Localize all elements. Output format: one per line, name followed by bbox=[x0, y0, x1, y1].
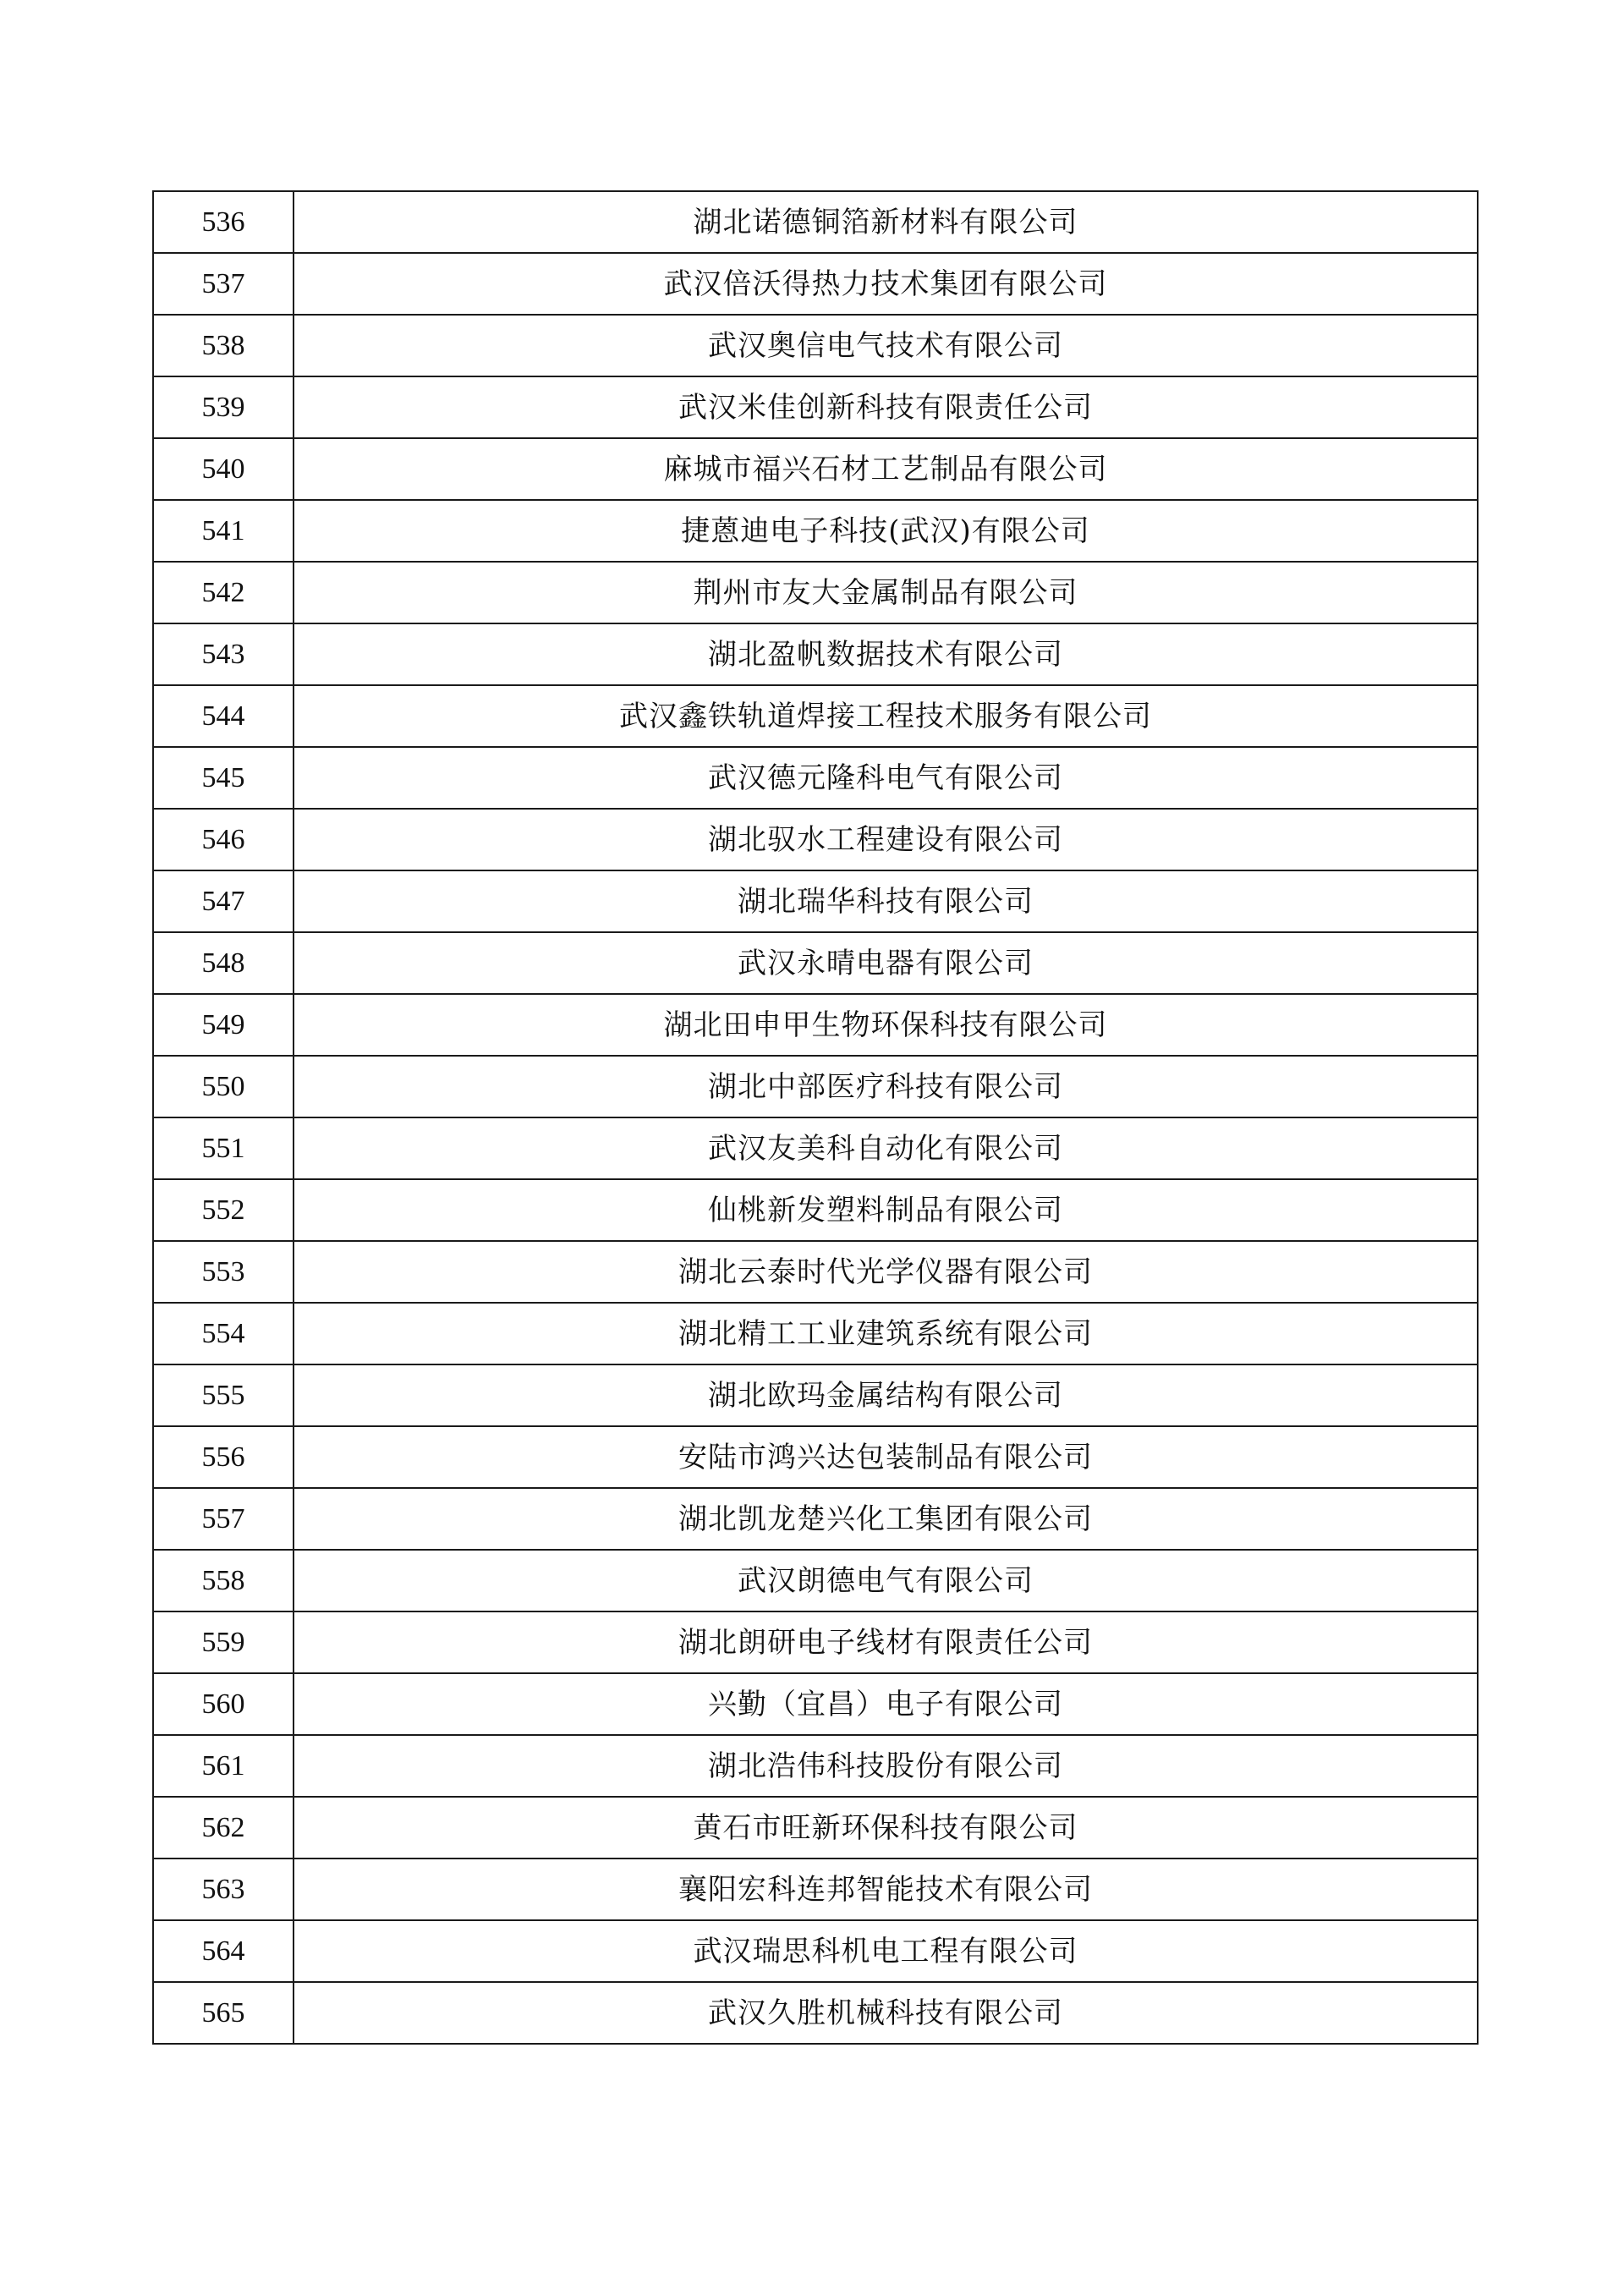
table-row bbox=[153, 1056, 1478, 1117]
table-row bbox=[153, 809, 1478, 870]
table-row bbox=[153, 1117, 1478, 1179]
table-row bbox=[153, 685, 1478, 747]
row-number: 545 bbox=[153, 747, 294, 809]
company-name: 荆州市友大金属制品有限公司 bbox=[294, 562, 1478, 623]
row-number: 538 bbox=[153, 315, 294, 376]
table-row bbox=[153, 1550, 1478, 1611]
table-row bbox=[153, 1303, 1478, 1364]
table-row bbox=[153, 994, 1478, 1056]
row-number: 563 bbox=[153, 1859, 294, 1920]
company-name: 湖北驭水工程建设有限公司 bbox=[294, 809, 1478, 870]
company-name: 湖北田申甲生物环保科技有限公司 bbox=[294, 994, 1478, 1056]
table-row bbox=[153, 253, 1478, 315]
table-row bbox=[153, 747, 1478, 809]
company-name: 武汉倍沃得热力技术集团有限公司 bbox=[294, 253, 1478, 315]
table-row bbox=[153, 1735, 1478, 1797]
company-name: 武汉瑞思科机电工程有限公司 bbox=[294, 1920, 1478, 1982]
company-name: 武汉米佳创新科技有限责任公司 bbox=[294, 376, 1478, 438]
table-row bbox=[153, 1488, 1478, 1550]
row-number: 560 bbox=[153, 1673, 294, 1735]
company-name: 湖北云泰时代光学仪器有限公司 bbox=[294, 1241, 1478, 1303]
company-name: 武汉德元隆科电气有限公司 bbox=[294, 747, 1478, 809]
row-number: 554 bbox=[153, 1303, 294, 1364]
row-number: 537 bbox=[153, 253, 294, 315]
company-name: 湖北精工工业建筑系统有限公司 bbox=[294, 1303, 1478, 1364]
company-name: 湖北盈帆数据技术有限公司 bbox=[294, 623, 1478, 685]
row-number: 565 bbox=[153, 1982, 294, 2044]
table-row bbox=[153, 1797, 1478, 1859]
company-name: 湖北瑞华科技有限公司 bbox=[294, 870, 1478, 932]
table-row bbox=[153, 315, 1478, 376]
row-number: 542 bbox=[153, 562, 294, 623]
company-name: 湖北凯龙楚兴化工集团有限公司 bbox=[294, 1488, 1478, 1550]
table-row bbox=[153, 1364, 1478, 1426]
table-row bbox=[153, 500, 1478, 562]
row-number: 557 bbox=[153, 1488, 294, 1550]
company-name: 武汉永晴电器有限公司 bbox=[294, 932, 1478, 994]
company-name: 黄石市旺新环保科技有限公司 bbox=[294, 1797, 1478, 1859]
table-row bbox=[153, 1426, 1478, 1488]
company-list-table bbox=[152, 190, 1479, 2045]
row-number: 551 bbox=[153, 1117, 294, 1179]
table-row bbox=[153, 1179, 1478, 1241]
row-number: 555 bbox=[153, 1364, 294, 1426]
table-row bbox=[153, 1241, 1478, 1303]
row-number: 547 bbox=[153, 870, 294, 932]
row-number: 559 bbox=[153, 1611, 294, 1673]
company-name: 仙桃新发塑料制品有限公司 bbox=[294, 1179, 1478, 1241]
row-number: 549 bbox=[153, 994, 294, 1056]
table-row bbox=[153, 438, 1478, 500]
row-number: 558 bbox=[153, 1550, 294, 1611]
row-number: 561 bbox=[153, 1735, 294, 1797]
table-row bbox=[153, 191, 1478, 253]
row-number: 564 bbox=[153, 1920, 294, 1982]
row-number: 550 bbox=[153, 1056, 294, 1117]
row-number: 562 bbox=[153, 1797, 294, 1859]
row-number: 536 bbox=[153, 191, 294, 253]
company-name: 武汉友美科自动化有限公司 bbox=[294, 1117, 1478, 1179]
company-name: 兴勤（宜昌）电子有限公司 bbox=[294, 1673, 1478, 1735]
company-name: 湖北诺德铜箔新材料有限公司 bbox=[294, 191, 1478, 253]
table-row bbox=[153, 1611, 1478, 1673]
row-number: 541 bbox=[153, 500, 294, 562]
row-number: 540 bbox=[153, 438, 294, 500]
row-number: 543 bbox=[153, 623, 294, 685]
table-row bbox=[153, 1859, 1478, 1920]
row-number: 544 bbox=[153, 685, 294, 747]
company-name: 麻城市福兴石材工艺制品有限公司 bbox=[294, 438, 1478, 500]
company-list-body bbox=[153, 191, 1478, 2044]
table-row bbox=[153, 932, 1478, 994]
company-name: 武汉朗德电气有限公司 bbox=[294, 1550, 1478, 1611]
company-name: 湖北中部医疗科技有限公司 bbox=[294, 1056, 1478, 1117]
row-number: 552 bbox=[153, 1179, 294, 1241]
company-name: 捷蒽迪电子科技(武汉)有限公司 bbox=[294, 500, 1478, 562]
company-name: 武汉鑫铁轨道焊接工程技术服务有限公司 bbox=[294, 685, 1478, 747]
company-name: 湖北浩伟科技股份有限公司 bbox=[294, 1735, 1478, 1797]
row-number: 539 bbox=[153, 376, 294, 438]
row-number: 546 bbox=[153, 809, 294, 870]
table-row bbox=[153, 562, 1478, 623]
company-name: 襄阳宏科连邦智能技术有限公司 bbox=[294, 1859, 1478, 1920]
table-row bbox=[153, 376, 1478, 438]
table-row bbox=[153, 623, 1478, 685]
company-name: 武汉久胜机械科技有限公司 bbox=[294, 1982, 1478, 2044]
company-name: 湖北欧玛金属结构有限公司 bbox=[294, 1364, 1478, 1426]
row-number: 548 bbox=[153, 932, 294, 994]
company-name: 湖北朗研电子线材有限责任公司 bbox=[294, 1611, 1478, 1673]
row-number: 553 bbox=[153, 1241, 294, 1303]
company-name: 安陆市鸿兴达包装制品有限公司 bbox=[294, 1426, 1478, 1488]
table-row bbox=[153, 1920, 1478, 1982]
table-row bbox=[153, 1982, 1478, 2044]
table-row bbox=[153, 1673, 1478, 1735]
company-name: 武汉奥信电气技术有限公司 bbox=[294, 315, 1478, 376]
row-number: 556 bbox=[153, 1426, 294, 1488]
table-row bbox=[153, 870, 1478, 932]
